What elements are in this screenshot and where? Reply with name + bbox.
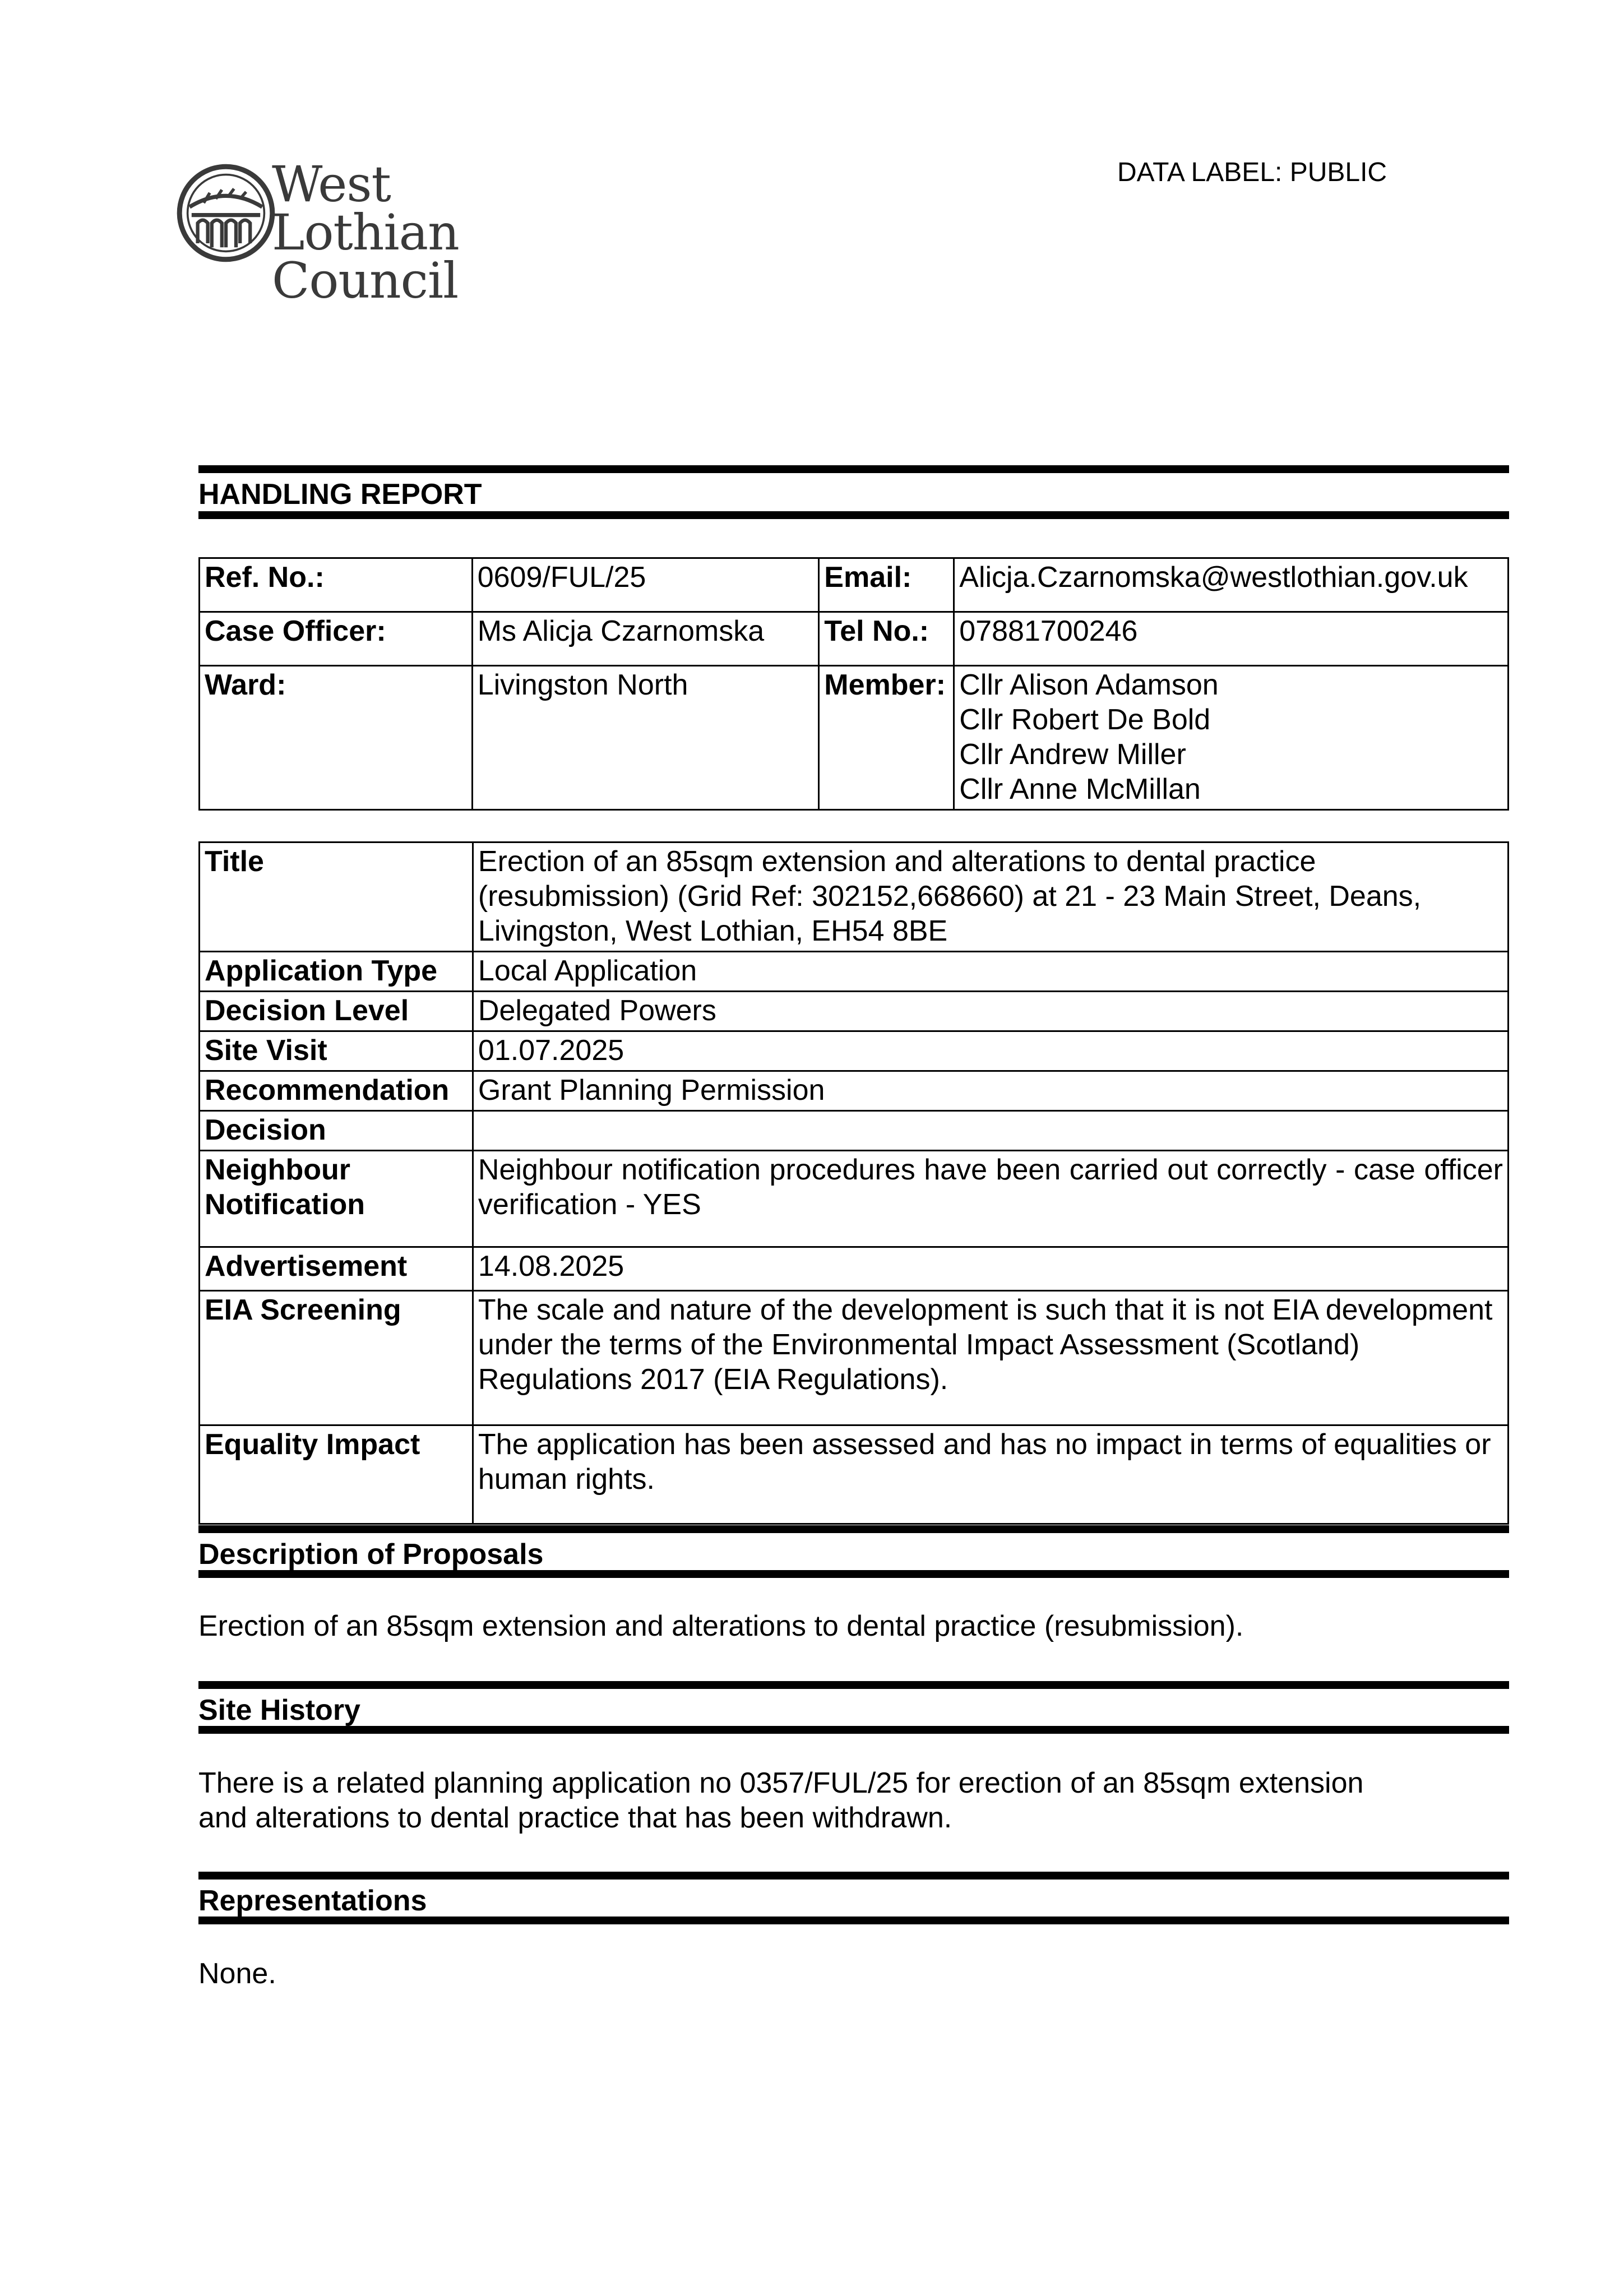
officer-value: Ms Alicja Czarnomska (472, 612, 819, 666)
site-history-line: and alterations to dental practice that has been withdrawn. (198, 1802, 952, 1834)
description-heading: Description of Proposals (198, 1525, 1509, 1578)
table-row (200, 952, 1509, 992)
ref-label: Ref. No.: (200, 558, 473, 612)
contact-table (198, 557, 1509, 811)
ward-value: Livingston North (472, 666, 819, 810)
table-row (200, 1247, 1509, 1291)
table-row (200, 1151, 1509, 1247)
table-row (200, 1291, 1509, 1425)
eia-screening-label: EIA Screening (200, 1291, 473, 1425)
decision-label: Decision (200, 1111, 473, 1151)
viaduct-emblem-icon (175, 163, 276, 263)
recommendation-label: Recommendation (200, 1071, 473, 1111)
representations-text: None. (198, 1957, 276, 1990)
table-row (200, 558, 1509, 612)
neighbour-notification-value: Neighbour notification procedures have been carried out correctly - case officer verification - YES (473, 1151, 1508, 1247)
decision-level-value: Delegated Powers (473, 992, 1508, 1031)
decision-level-label: Decision Level (200, 992, 473, 1031)
equality-impact-label: Equality Impact (200, 1425, 473, 1524)
decision-value (473, 1111, 1508, 1151)
logo-wordmark (272, 155, 568, 309)
member-label: Member: (819, 666, 954, 810)
title-label: Title (200, 843, 473, 952)
details-table (198, 841, 1509, 1525)
member-name: Cllr Robert De Bold (959, 703, 1211, 736)
tel-value: 07881700246 (954, 612, 1509, 666)
site-history-line: There is a related planning application no 0357/FUL/25 for erection of an 85sqm extension (198, 1767, 1364, 1799)
representations-heading: Representations (198, 1872, 1509, 1924)
table-row (200, 843, 1509, 952)
table-row (200, 1425, 1509, 1524)
equality-impact-value: The application has been assessed and has no impact in terms of equalities or human rights. (473, 1425, 1508, 1524)
member-name: Cllr Andrew Miller (959, 738, 1186, 771)
site-visit-label: Site Visit (200, 1031, 473, 1071)
ward-label: Ward: (200, 666, 473, 810)
member-name: Cllr Alison Adamson (959, 669, 1219, 701)
table-row (200, 612, 1509, 666)
table-row (200, 992, 1509, 1031)
member-name: Cllr Anne McMillan (959, 773, 1201, 806)
table-row (200, 1071, 1509, 1111)
site-history-text (198, 1766, 1509, 1835)
email-label: Email: (819, 558, 954, 612)
recommendation-value: Grant Planning Permission (473, 1071, 1508, 1111)
table-row (200, 1031, 1509, 1071)
table-row (200, 666, 1509, 810)
logo-line-1: West Lothian (272, 155, 459, 261)
report-title: HANDLING REPORT (198, 465, 1509, 519)
email-value: Alicja.Czarnomska@westlothian.gov.uk (954, 558, 1509, 612)
description-text: Erection of an 85sqm extension and alterations to dental practice (resubmission). (198, 1610, 1244, 1642)
advertisement-label: Advertisement (200, 1247, 473, 1291)
eia-screening-value: The scale and nature of the development is such that it is not EIA development under the terms of the Environmental Impact Assessment (Scotland) Regulations 2017 (EIA Regulations). (473, 1291, 1508, 1425)
members-list (954, 666, 1509, 810)
title-value: Erection of an 85sqm extension and alterations to dental practice (resubmission) (Grid Ref: 302152,668660) at 21 - 23 Main Street, Deans, Livingston, West Lothian, EH54 8BE (473, 843, 1508, 952)
logo-line-2: Council (272, 252, 459, 309)
ref-value: 0609/FUL/25 (472, 558, 819, 612)
advertisement-value: 14.08.2025 (473, 1247, 1508, 1291)
application-type-value: Local Application (473, 952, 1508, 992)
neighbour-notification-label: Neighbour Notification (200, 1151, 473, 1247)
site-visit-value: 01.07.2025 (473, 1031, 1508, 1071)
site-history-heading: Site History (198, 1681, 1509, 1734)
council-logo (175, 155, 568, 309)
table-row (200, 1111, 1509, 1151)
tel-label: Tel No.: (819, 612, 954, 666)
data-label: DATA LABEL: PUBLIC (1117, 158, 1387, 187)
officer-label: Case Officer: (200, 612, 473, 666)
application-type-label: Application Type (200, 952, 473, 992)
